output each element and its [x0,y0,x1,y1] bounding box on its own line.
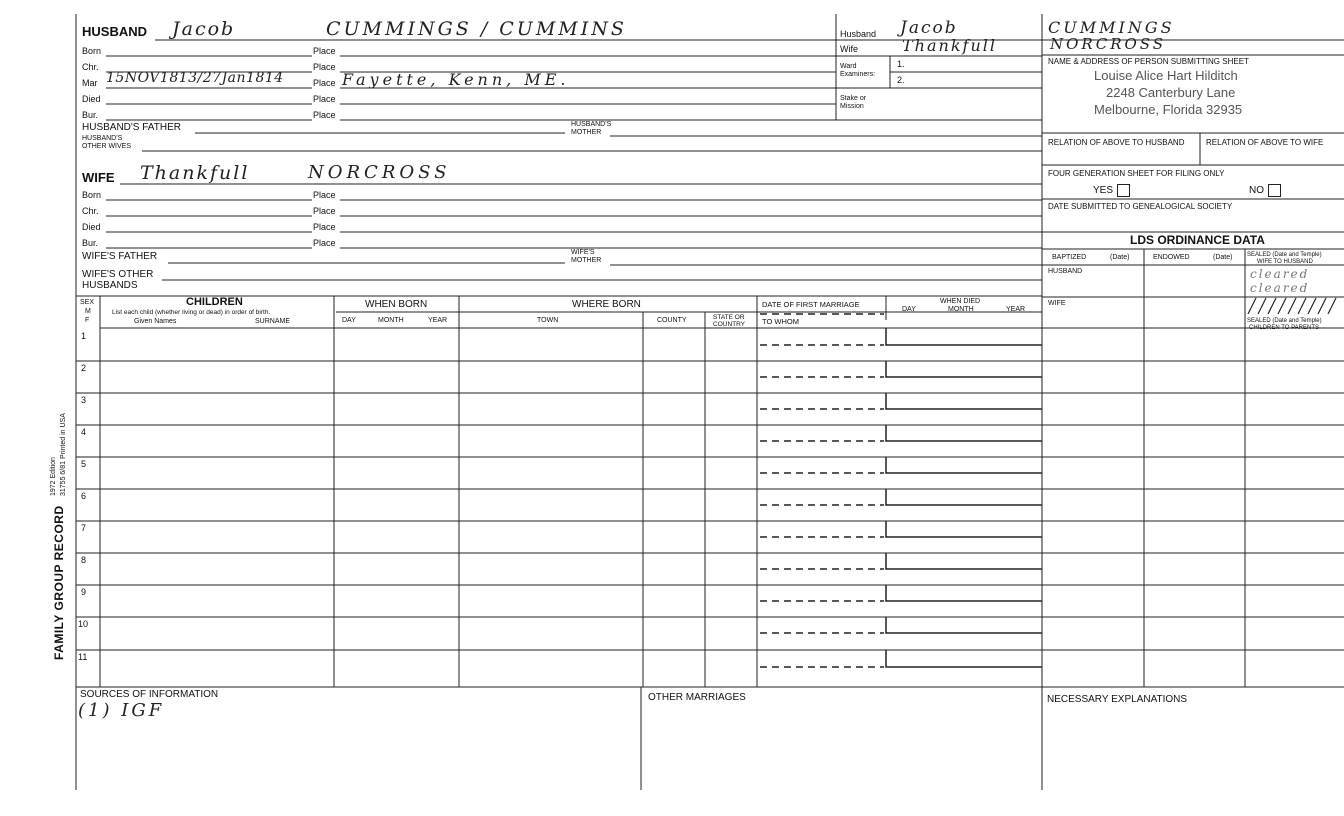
husband-died-place-label: Place [313,94,336,104]
husband-given-name[interactable]: Jacob [172,18,236,40]
submitter-label: NAME & ADDRESS OF PERSON SUBMITTING SHEET [1048,57,1249,66]
row-number: 8 [81,555,87,565]
husband-bur-label: Bur. [82,110,99,120]
husband-mother-label-1: HUSBAND'S [571,121,612,128]
necessary-explanations-label: NECESSARY EXPLANATIONS [1047,694,1188,705]
row-number: 1 [81,331,87,341]
husband-label: HUSBAND [82,24,147,39]
lds-endowed-date: (Date) [1213,254,1233,261]
four-gen-label: FOUR GENERATION SHEET FOR FILING ONLY [1048,169,1225,178]
row-number: 2 [81,363,87,373]
wife-chr-place-label: Place [313,206,336,216]
lds-husband-label: HUSBAND [1048,268,1083,275]
ward-label-2: Examiners: [840,71,876,78]
born-day-header: DAY [342,317,356,324]
header-wife-surname[interactable]: NORCROSS [1050,35,1167,53]
wife-died-place-label: Place [313,222,336,232]
examiner-1-label: 1. [897,59,905,69]
lds-endowed-label: ENDOWED [1153,254,1190,261]
header-wife-label: Wife [840,44,858,54]
husband-surname[interactable]: CUMMINGS / CUMMINS [326,18,627,40]
husband-bur-place-label: Place [313,110,336,120]
county-header: COUNTY [657,317,687,324]
submitter-city: Melbourne, Florida 32935 [1094,102,1243,117]
row-number: 7 [81,523,87,533]
lds-wife-label: WIFE [1048,300,1066,307]
lds-sealed-wife-2: WIFE TO HUSBAND [1257,259,1313,265]
husband-chr-place-label: Place [313,62,336,72]
four-gen-no[interactable] [1249,184,1281,197]
row-number: 10 [78,619,89,629]
sex-header: SEX [80,299,95,306]
wife-mother-label-2: MOTHER [571,257,602,264]
header-wife-given[interactable]: Thankfull [902,36,997,55]
sources-value[interactable]: (1) IGF [78,700,165,721]
husband-other-wives-label-1: HUSBAND'S [82,135,123,142]
born-month-header: MONTH [378,317,404,324]
row-number: 4 [81,427,87,437]
wife-died-label: Died [82,222,101,232]
other-marriages-label: OTHER MARRIAGES [648,692,746,703]
wife-bur-place-label: Place [313,238,336,248]
stake-label-1: Stake or [840,95,867,102]
wife-label: WIFE [82,170,115,185]
stake-label-2: Mission [840,103,864,110]
died-year-header: YEAR [1006,306,1026,313]
no-checkbox[interactable] [1268,184,1281,197]
row-number: 5 [81,459,87,469]
children-header: CHILDREN [186,296,243,308]
husband-born-label: Born [82,46,102,56]
when-died-header: WHEN DIED [940,298,981,305]
wife-other-husbands-label-2: HUSBANDS [82,280,138,291]
sex-f: F [85,317,90,324]
wife-bur-label: Bur. [82,238,99,248]
examiner-2-label: 2. [897,75,905,85]
wife-other-husbands-label-1: WIFE'S OTHER [82,269,154,280]
husband-father-label: HUSBAND'S FATHER [82,122,181,133]
given-names-header: Given Names [134,318,177,325]
husband-mar-label: Mar [82,78,98,88]
row-number: 3 [81,395,87,405]
lds-cleared-1: cleared [1250,267,1310,281]
to-whom-header: TO WHOM [762,317,799,326]
no-label: NO [1249,185,1264,197]
wife-father-label: WIFE'S FATHER [82,251,158,262]
wife-mother-label-1: WIFE'S [571,249,595,256]
wife-surname[interactable]: NORCROSS [308,162,451,183]
husband-mother-label-2: MOTHER [571,129,602,136]
born-year-header: YEAR [428,317,448,324]
state-header-2: COUNTRY [713,321,746,328]
died-day-header: DAY [902,306,916,313]
ward-label-1: Ward [840,63,857,70]
form-edition: 1972 Edition [50,457,57,496]
children-subheader: List each child (whether living or dead) in order of birth. [112,309,271,316]
form-code: 31755 6/81 Printed in USA [60,413,67,496]
header-husband-surname[interactable]: CUMMINGS [1048,18,1175,37]
date-submitted-label: DATE SUBMITTED TO GENEALOGICAL SOCIETY [1048,202,1233,211]
husband-marriage-place[interactable]: Fayette, Kenn, ME. [342,70,570,89]
first-marriage-header: DATE OF FIRST MARRIAGE [762,300,860,309]
husband-chr-label: Chr. [82,62,99,72]
submitter-name: Louise Alice Hart Hilditch [1094,68,1238,83]
lds-sealed-children-2: CHILDREN TO PARENTS [1249,325,1320,331]
wife-born-label: Born [82,190,102,200]
wife-born-place-label: Place [313,190,336,200]
husband-mar-place-label: Place [313,78,336,88]
husband-died-label: Died [82,94,101,104]
where-born-header: WHERE BORN [572,299,641,310]
row-number: 9 [81,587,87,597]
submitter-street: 2248 Canterbury Lane [1106,85,1236,100]
relation-wife-label: RELATION OF ABOVE TO WIFE [1206,138,1324,147]
wife-given-name[interactable]: Thankfull [140,162,250,184]
died-month-header: MONTH [948,306,974,313]
lds-cleared-2: cleared [1250,281,1310,295]
row-number: 6 [81,491,87,501]
husband-marriage-date[interactable]: 15NOV1813/27Jan1814 [106,70,284,86]
sources-label: SOURCES OF INFORMATION [80,689,219,700]
lds-title: LDS ORDINANCE DATA [1130,233,1265,247]
yes-checkbox[interactable] [1117,184,1130,197]
form-title: FAMILY GROUP RECORD [52,505,66,660]
sex-m: M [85,308,91,315]
four-gen-yes[interactable] [1093,184,1130,197]
lds-sealed-children-1: SEALED (Date and Temple) [1247,318,1322,324]
husband-born-place-label: Place [313,46,336,56]
husband-other-wives-label-2: OTHER WIVES [82,143,132,150]
relation-husband-label: RELATION OF ABOVE TO HUSBAND [1048,138,1185,147]
town-header: TOWN [537,317,559,324]
yes-label: YES [1093,185,1114,197]
lds-baptized-date: (Date) [1110,254,1130,261]
header-husband-given[interactable]: Jacob [900,18,958,38]
state-header-1: STATE OR [713,314,745,321]
wife-chr-label: Chr. [82,206,99,216]
header-husband-label: Husband [840,29,877,39]
lds-baptized-label: BAPTIZED [1052,254,1087,261]
row-number: 11 [78,652,88,662]
surname-header: SURNAME [255,318,291,325]
lds-sealed-wife-1: SEALED (Date and Temple) [1247,252,1322,258]
when-born-header: WHEN BORN [365,299,428,310]
